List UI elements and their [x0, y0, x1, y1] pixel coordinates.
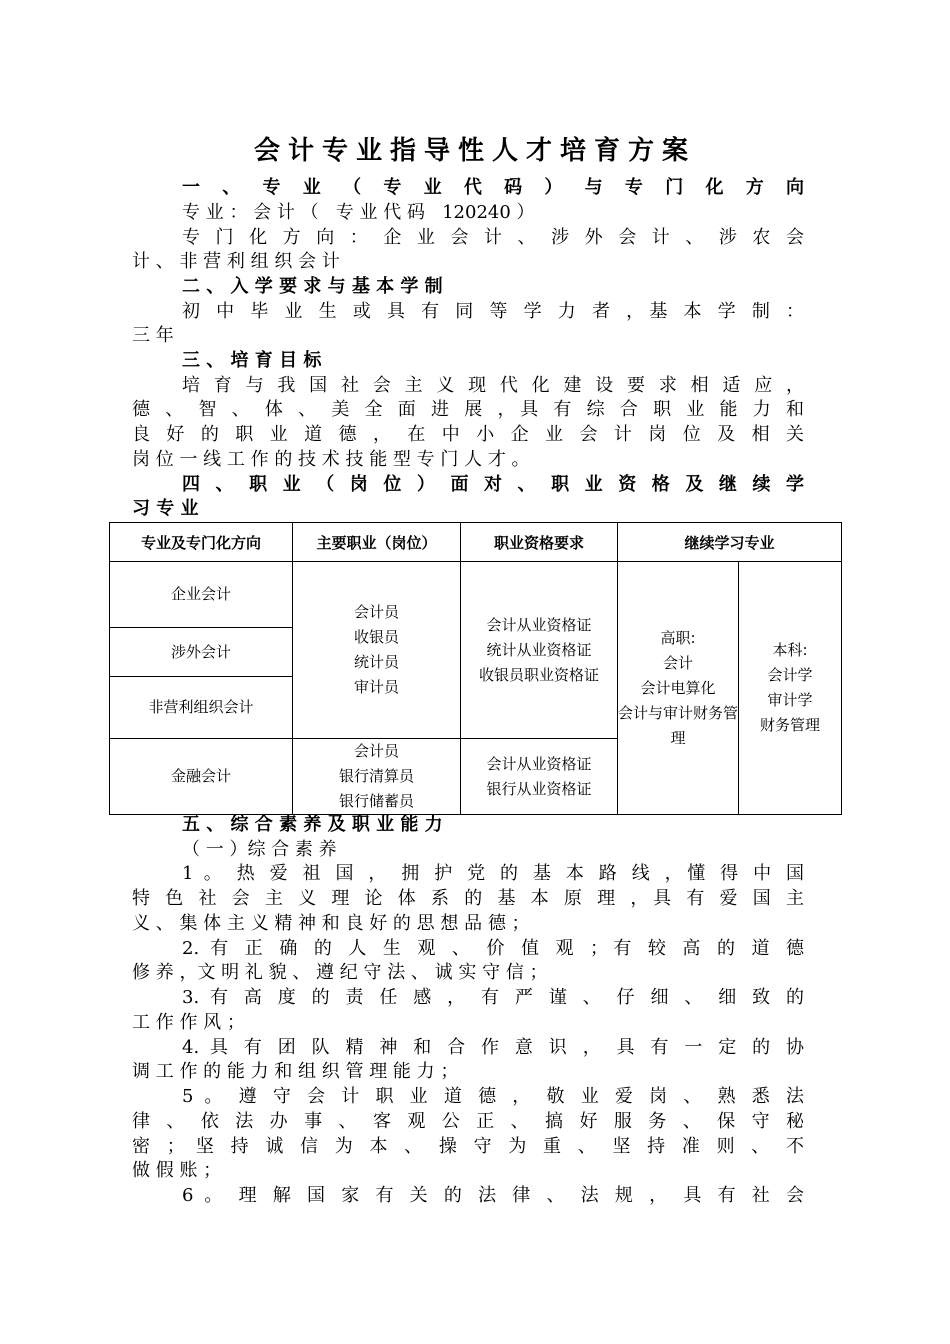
body-text-line: 5 。 遵 守 会 计 职 业 道 德 ， 敬 业 爱 岗 、 熟 悉 法 [182, 1086, 804, 1107]
body-text-line: 2. 有 正 确 的 人 生 观 、 价 值 观 ；有 较 高 的 道 德 [182, 938, 804, 959]
major-cell: 涉外会计 [110, 628, 293, 677]
header-certs: 职业资格要求 [461, 523, 618, 562]
higher-vocational-cell: 高职: 会计 会计电算化 会计与审计财务管理 [618, 562, 739, 815]
section-heading: 四 、 职 业 （ 岗 位 ） 面 对 、 职 业 资 格 及 继 续 学 [182, 474, 804, 495]
body-text-line: 律 、 依 法 办 事 、 客 观 公 正 、 搞 好 服 务 、 保 守 秘 [132, 1111, 804, 1132]
body-text-line: 岗 位 一 线 工 作 的 技 术 技 能 型 专 门 人 才 。 [132, 449, 530, 470]
section-heading: 五 、 综 合 素 养 及 职 业 能 力 [182, 814, 443, 835]
career-table [109, 522, 842, 815]
section-heading: 一 、 专 业 （ 专 业 代 码 ） 与 专 门 化 方 向 [182, 177, 804, 198]
jobs-cell: 会计员 银行清算员 银行储蓄员 [293, 739, 461, 815]
header-jobs: 主要职业（岗位） [293, 523, 461, 562]
body-text-line: 做 假 账 ； [132, 1160, 222, 1181]
body-text-line: 密 ； 坚 持 诚 信 为 本 、 操 守 为 重 、 坚 持 准 则 、 不 [132, 1136, 804, 1157]
body-text-line: 3. 有 高 度 的 责 任 感 ， 有 严 谨 、 仔 细 、 细 致 的 [182, 987, 804, 1008]
body-text-line: 6 。 理 解 国 家 有 关 的 法 律 、 法 规 ， 具 有 社 会 [182, 1185, 804, 1206]
body-text-line: 调 工 作 的 能 力 和 组 织 管 理 能 力 ； [132, 1061, 459, 1082]
body-text-line: 初 中 毕 业 生 或 具 有 同 等 学 力 者 ，基 本 学 制 ： [182, 301, 804, 322]
document-title: 会计专业指导性人才培育方案 [253, 136, 696, 166]
body-text-line: 三 年 [132, 325, 174, 346]
table-row [110, 562, 842, 628]
body-text-line: 专 业 ： 会 计 （ 专 业 代 码 120240 ） [182, 202, 535, 223]
table-header-row [110, 523, 842, 562]
body-text-line: 良 好 的 职 业 道 德 ， 在 中 小 企 业 会 计 岗 位 及 相 关 [132, 424, 804, 445]
certs-cell: 会计从业资格证 统计从业资格证 收银员职业资格证 [461, 562, 618, 739]
body-text-line: 培 育 与 我 国 社 会 主 义 现 代 化 建 设 要 求 相 适 应 ， [182, 375, 804, 396]
body-text-line: 1 。 热 爱 祖 国 ， 拥 护 党 的 基 本 路 线 ，懂 得 中 国 [182, 863, 804, 884]
body-text-line: 修 养 ，文 明 礼 貌 、 遵 纪 守 法 、 诚 实 守 信 ； [132, 962, 548, 983]
major-cell: 非营利组织会计 [110, 677, 293, 739]
header-major: 专业及专门化方向 [110, 523, 293, 562]
body-text-line: 德 、 智 、 体 、 美 全 面 进 展 ，具 有 综 合 职 业 能 力 和 [132, 399, 804, 420]
major-cell: 企业会计 [110, 562, 293, 628]
major-cell: 金融会计 [110, 739, 293, 815]
jobs-cell: 会计员 收银员 统计员 审计员 [293, 562, 461, 739]
body-text-line: 特 色 社 会 主 义 理 论 体 系 的 基 本 原 理 ，具 有 爱 国 主 [132, 888, 804, 909]
certs-cell: 会计从业资格证 银行从业资格证 [461, 739, 618, 815]
body-text-line: （ 一 ）综 合 素 养 [182, 839, 337, 860]
body-text-line: 计 、 非 营 利 组 织 会 计 [132, 251, 340, 272]
body-text-line: 专 门 化 方 向 ： 企 业 会 计 、 涉 外 会 计 、 涉 农 会 [182, 227, 804, 248]
section-heading: 三 、 培 育 目 标 [182, 350, 322, 371]
body-text-line: 工 作 作 风 ； [132, 1012, 245, 1033]
body-text-line: 义 、 集 体 主 义 精 神 和 良 好 的 思 想 品 德 ； [132, 913, 530, 934]
section-heading: 二 、 入 学 要 求 与 基 本 学 制 [182, 276, 443, 297]
body-text-line: 4. 具 有 团 队 精 神 和 合 作 意 识 ， 具 有 一 定 的 协 [182, 1037, 804, 1058]
undergraduate-cell: 本科: 会计学 审计学 财务管理 [739, 562, 842, 815]
header-further-study: 继续学习专业 [618, 523, 842, 562]
section-heading: 习 专 业 [132, 498, 199, 519]
